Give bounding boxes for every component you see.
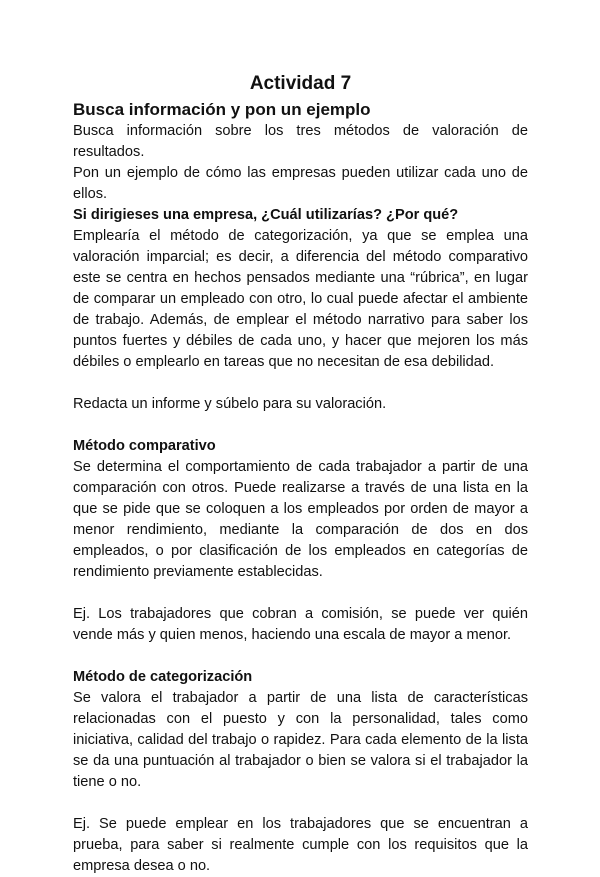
question-heading: Si dirigieses una empresa, ¿Cuál utilizarías? ¿Por qué? bbox=[73, 207, 459, 223]
page-title: Actividad 7 bbox=[249, 73, 352, 94]
spacer bbox=[73, 415, 528, 436]
intro-line-1: Busca información sobre los tres métodos de valoración de resultados. bbox=[73, 123, 528, 160]
section-heading-categorizacion: Método de categorización bbox=[73, 669, 253, 685]
intro-line-2: Pon un ejemplo de cómo las empresas pueden utilizar cada uno de ellos. bbox=[73, 165, 528, 202]
section-example-comparativo: Ej. Los trabajadores que cobran a comisión, se puede ver quién vende más y quien menos, haciendo una escala de mayor a menor. bbox=[73, 606, 528, 643]
answer-paragraph: Emplearía el método de categorización, ya que se emplea una valoración imparcial; es decir, a diferencia del método comparativo este se centra en hechos pensados mediante una “rúbrica”, en lugar de comparar un empleado con otro, lo cual puede afectar el ambiente de trabajo. Además, de emplear el método narrativo para saber los puntos fuertes y débiles de cada uno, y hacer que mejoren los más débiles o emplearlo en tareas que no necesitan de esa debilidad. bbox=[73, 228, 528, 370]
instruction-line: Redacta un informe y súbelo para su valoración. bbox=[73, 396, 387, 412]
section-body-categorizacion: Se valora el trabajador a partir de una lista de características relacionadas con el puesto y con la personalidad, tales como iniciativa, calidad del trabajo o rapidez. Para cada elemento de la lista se da una puntuación al trabajador o bien se valora si el trabajador la tiene o no. bbox=[73, 690, 528, 790]
section-body-comparativo: Se determina el comportamiento de cada trabajador a partir de una comparación con otros. Puede realizarse a través de una lista en la que se pide que se coloquen a los empleados por orden de mayor a menor rendimiento, mediante la comparación de dos en dos empleados, o por clasificación de los empleados en categorías de rendimiento previamente establecidas. bbox=[73, 459, 528, 580]
spacer bbox=[73, 646, 528, 667]
spacer bbox=[73, 373, 528, 394]
spacer bbox=[73, 793, 528, 814]
section-example-categorizacion: Ej. Se puede emplear en los trabajadores que se encuentran a prueba, para saber si realmente cumple con los requisitos que la empresa desea o no. bbox=[73, 816, 528, 874]
section-heading-comparativo: Método comparativo bbox=[73, 438, 216, 454]
spacer bbox=[73, 583, 528, 604]
section-subtitle: Busca información y pon un ejemplo bbox=[73, 100, 371, 119]
